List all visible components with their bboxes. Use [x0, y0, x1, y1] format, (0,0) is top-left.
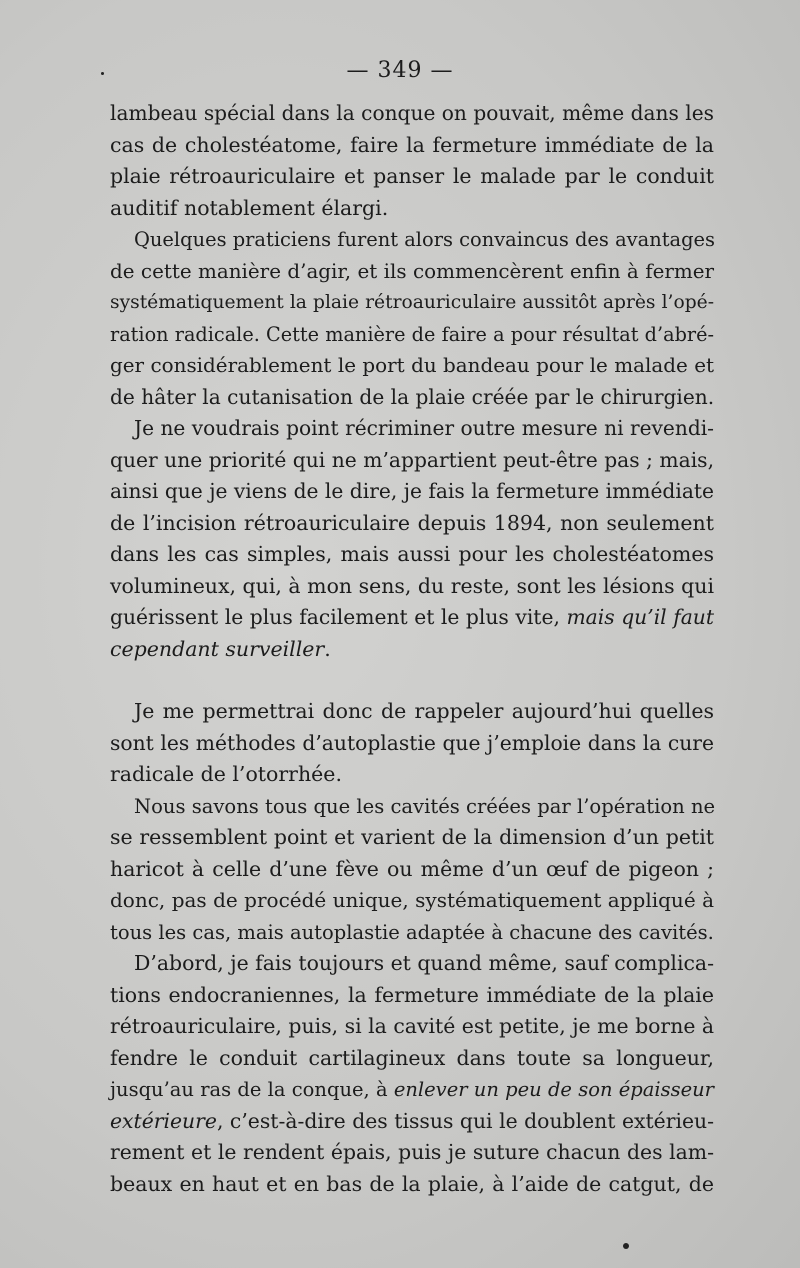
paragraph: [110, 791, 714, 949]
paragraph-gap: [110, 665, 714, 696]
body-text: [110, 98, 714, 1200]
paragraph: [110, 224, 714, 413]
text-line: ger considérablement le port du bandeau pour le malade et: [110, 354, 714, 377]
text-line: donc, pas de procédé unique, systématiquement appliqué à: [110, 888, 714, 912]
text-line: tous les cas, mais autoplastie adaptée à chacune des cavités.: [110, 920, 714, 944]
text-line: se ressemblent point et varient de la dimension d’un petit: [110, 825, 714, 849]
text-line: de cette manière d’agir, et ils commencèrent enfin à fermer: [110, 259, 714, 283]
text-line: rétroauriculaire, puis, si la cavité est petite, je me borne à: [110, 1014, 715, 1038]
text-line: ration radicale. Cette manière de faire a pour résultat d’abré-: [110, 322, 714, 346]
text-line: extérieure, c’est-à-dire des tissus qui le doublent extérieu-: [110, 1108, 714, 1133]
paragraph: [110, 948, 714, 1200]
text-line: Quelques praticiens furent alors convaincus des avantages: [134, 228, 715, 251]
text-line: jusqu’au ras de la conque, à enlever un peu de son épaisseur: [110, 1078, 714, 1101]
text-line: cependant surveiller.: [110, 636, 331, 661]
text-line: Je me permettrai donc de rappeler aujourd’hui quelles: [134, 699, 714, 723]
text-line: Nous savons tous que les cavités créées par l’opération ne: [134, 794, 716, 818]
text-line: quer une priorité qui ne m’appartient peut-être pas ; mais,: [110, 447, 714, 472]
paragraph: [110, 98, 714, 224]
text-line: radicale de l’otorrhée.: [110, 762, 342, 786]
text-line: auditif notablement élargi.: [110, 195, 389, 220]
text-line: cas de cholestéatome, faire la fermeture immédiate de la: [110, 132, 714, 157]
text-line: haricot à celle d’une fève ou même d’un œuf de pigeon ;: [110, 856, 714, 881]
text-line: plaie rétroauriculaire et panser le malade par le conduit: [110, 164, 714, 188]
text-line: beaux en haut et en bas de la plaie, à l’aide de catgut, de: [110, 1171, 714, 1196]
text-line: systématiquement la plaie rétroauriculaire aussitôt après l’opé-: [110, 292, 714, 313]
page-number: — 349 —: [346, 58, 454, 83]
text-line: D’abord, je fais toujours et quand même, sauf complica-: [134, 951, 714, 975]
text-line: lambeau spécial dans la conque on pouvait, même dans les: [110, 101, 714, 125]
text-line: volumineux, qui, à mon sens, du reste, sont les lésions qui: [110, 573, 714, 598]
text-line: guérissent le plus facilement et le plus vite, mais qu’il faut: [110, 605, 715, 629]
text-line: fendre le conduit cartilagineux dans toute sa longueur,: [110, 1045, 714, 1070]
text-line: de hâter la cutanisation de la plaie créée par le chirurgien.: [110, 384, 715, 409]
ink-speck: [101, 72, 104, 75]
paragraph: [110, 413, 714, 665]
text-line: rement et le rendent épais, puis je suture chacun des lam-: [110, 1140, 714, 1164]
paragraph: [110, 696, 714, 791]
text-line: tions endocraniennes, la fermeture immédiate de la plaie: [110, 982, 714, 1007]
text-line: ainsi que je viens de le dire, je fais la fermeture immédiate: [110, 479, 714, 503]
ink-speck: [623, 1243, 629, 1249]
text-line: sont les méthodes d’autoplastie que j’emploie dans la cure: [110, 730, 714, 755]
text-line: de l’incision rétroauriculaire depuis 1894, non seulement: [110, 510, 714, 535]
text-line: dans les cas simples, mais aussi pour les cholestéatomes: [110, 542, 714, 566]
text-line: Je ne voudrais point récriminer outre mesure ni revendi-: [134, 416, 714, 440]
